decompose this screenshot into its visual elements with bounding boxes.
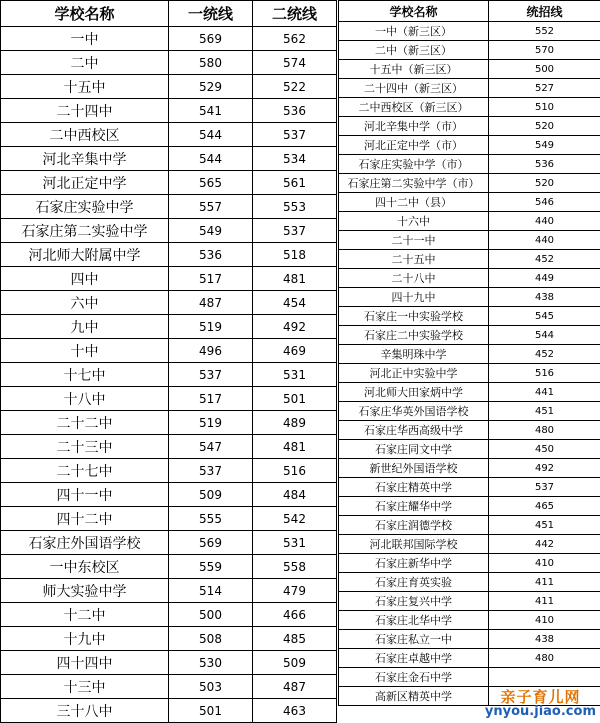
score-cell: 544 xyxy=(169,123,253,147)
score-cell: 557 xyxy=(169,195,253,219)
school-name-cell: 四十四中 xyxy=(1,651,169,675)
school-name-cell: 石家庄第二实验中学（市） xyxy=(339,174,489,193)
table-row xyxy=(1,459,337,483)
school-name-cell: 十中 xyxy=(1,339,169,363)
school-name-cell: 二中（新三区） xyxy=(339,41,489,60)
table-row xyxy=(339,364,600,383)
score-cell: 542 xyxy=(253,507,337,531)
score-cell: 517 xyxy=(169,387,253,411)
score-cell: 580 xyxy=(169,51,253,75)
table-row xyxy=(1,243,337,267)
score-cell: 410 xyxy=(489,554,600,573)
score-cell: 485 xyxy=(253,627,337,651)
score-cell: 463 xyxy=(253,699,337,723)
score-cell: 451 xyxy=(489,516,600,535)
score-cell: 509 xyxy=(169,483,253,507)
school-name-cell: 河北辛集中学 xyxy=(1,147,169,171)
table-row xyxy=(1,147,337,171)
left-header-line1: 一统线 xyxy=(169,1,253,27)
table-row xyxy=(1,627,337,651)
school-name-cell: 六中 xyxy=(1,291,169,315)
table-row xyxy=(339,478,600,497)
school-name-cell: 二十七中 xyxy=(1,459,169,483)
school-name-cell: 十七中 xyxy=(1,363,169,387)
score-cell: 440 xyxy=(489,231,600,250)
school-name-cell: 四十二中（县） xyxy=(339,193,489,212)
score-cell: 549 xyxy=(169,219,253,243)
score-cell: 479 xyxy=(253,579,337,603)
score-cell: 516 xyxy=(489,364,600,383)
school-name-cell: 二十四中（新三区） xyxy=(339,79,489,98)
score-cell: 516 xyxy=(253,459,337,483)
table-row xyxy=(1,291,337,315)
score-cell: 569 xyxy=(169,27,253,51)
school-name-cell: 石家庄华英外国语学校 xyxy=(339,402,489,421)
score-cell: 536 xyxy=(489,155,600,174)
score-cell: 553 xyxy=(253,195,337,219)
score-cell: 466 xyxy=(253,603,337,627)
table-row xyxy=(1,339,337,363)
score-cell: 501 xyxy=(253,387,337,411)
score-cell: 481 xyxy=(253,435,337,459)
school-name-cell: 石家庄精英中学 xyxy=(339,478,489,497)
school-name-cell: 四十一中 xyxy=(1,483,169,507)
score-cell: 531 xyxy=(253,363,337,387)
score-cell: 492 xyxy=(489,459,600,478)
table-row xyxy=(339,345,600,364)
school-name-cell: 河北辛集中学（市） xyxy=(339,117,489,136)
school-name-cell: 石家庄耀华中学 xyxy=(339,497,489,516)
school-name-cell: 石家庄金石中学 xyxy=(339,668,489,687)
school-name-cell: 三十八中 xyxy=(1,699,169,723)
right-header-line: 统招线 xyxy=(489,1,600,22)
table-row xyxy=(339,649,600,668)
school-name-cell: 高新区精英中学 xyxy=(339,687,489,706)
school-name-cell: 石家庄实验中学 xyxy=(1,195,169,219)
school-name-cell: 四十二中 xyxy=(1,507,169,531)
table-row xyxy=(339,117,600,136)
school-name-cell: 二中西校区（新三区） xyxy=(339,98,489,117)
score-cell: 536 xyxy=(253,99,337,123)
table-row xyxy=(1,675,337,699)
score-cell: 522 xyxy=(253,75,337,99)
score-cell: 451 xyxy=(489,402,600,421)
score-cell: 411 xyxy=(489,573,600,592)
score-cell: 501 xyxy=(169,699,253,723)
score-cell: 544 xyxy=(489,326,600,345)
school-name-cell: 一中 xyxy=(1,27,169,51)
school-name-cell: 二十一中 xyxy=(339,231,489,250)
table-row xyxy=(339,459,600,478)
school-name-cell: 一中东校区 xyxy=(1,555,169,579)
score-cell: 552 xyxy=(489,22,600,41)
table-row xyxy=(339,155,600,174)
score-cell: 537 xyxy=(253,219,337,243)
score-cell: 514 xyxy=(169,579,253,603)
table-row xyxy=(1,507,337,531)
school-name-cell: 二十三中 xyxy=(1,435,169,459)
table-row xyxy=(1,555,337,579)
score-cell: 519 xyxy=(169,411,253,435)
school-name-cell: 石家庄复兴中学 xyxy=(339,592,489,611)
score-cell: 517 xyxy=(169,267,253,291)
left-header-school: 学校名称 xyxy=(1,1,169,27)
school-name-cell: 河北正定中学（市） xyxy=(339,136,489,155)
score-cell: 527 xyxy=(489,79,600,98)
score-cell: 544 xyxy=(169,147,253,171)
table-row xyxy=(1,195,337,219)
school-name-cell: 二中西校区 xyxy=(1,123,169,147)
school-name-cell: 河北师大附属中学 xyxy=(1,243,169,267)
table-row xyxy=(339,174,600,193)
table-row xyxy=(339,60,600,79)
school-name-cell: 河北正中实验中学 xyxy=(339,364,489,383)
school-name-cell: 石家庄二中实验学校 xyxy=(339,326,489,345)
score-cell: 519 xyxy=(169,315,253,339)
score-cell: 562 xyxy=(253,27,337,51)
table-row xyxy=(1,531,337,555)
score-cell: 487 xyxy=(253,675,337,699)
school-name-cell: 石家庄一中实验学校 xyxy=(339,307,489,326)
score-cell: 569 xyxy=(169,531,253,555)
table-row xyxy=(339,41,600,60)
table-row xyxy=(1,483,337,507)
score-cell: 518 xyxy=(253,243,337,267)
table-row xyxy=(1,75,337,99)
score-cell: 438 xyxy=(489,288,600,307)
score-cell: 480 xyxy=(489,649,600,668)
school-name-cell: 二中 xyxy=(1,51,169,75)
school-name-cell: 石家庄卓越中学 xyxy=(339,649,489,668)
table-row xyxy=(339,535,600,554)
score-cell: 545 xyxy=(489,307,600,326)
school-name-cell: 十五中（新三区） xyxy=(339,60,489,79)
score-cell: 534 xyxy=(253,147,337,171)
table-row xyxy=(1,219,337,243)
score-cell: 537 xyxy=(169,363,253,387)
table-row xyxy=(339,79,600,98)
score-cell: 452 xyxy=(489,345,600,364)
table-row xyxy=(339,516,600,535)
school-name-cell: 石家庄同文中学 xyxy=(339,440,489,459)
table-row xyxy=(1,171,337,195)
score-cell: 520 xyxy=(489,174,600,193)
score-cell: 520 xyxy=(489,117,600,136)
score-cell: 561 xyxy=(253,171,337,195)
table-row xyxy=(339,136,600,155)
score-cell: 496 xyxy=(169,339,253,363)
table-row xyxy=(339,554,600,573)
school-name-cell: 石家庄实验中学（市） xyxy=(339,155,489,174)
school-name-cell: 新世纪外国语学校 xyxy=(339,459,489,478)
table-row xyxy=(339,250,600,269)
table-row xyxy=(1,51,337,75)
table-row xyxy=(1,411,337,435)
school-name-cell: 四中 xyxy=(1,267,169,291)
school-name-cell: 河北师大田家炳中学 xyxy=(339,383,489,402)
school-name-cell: 石家庄育英实验 xyxy=(339,573,489,592)
school-name-cell: 十二中 xyxy=(1,603,169,627)
score-cell: 503 xyxy=(169,675,253,699)
score-cell: 452 xyxy=(489,250,600,269)
score-cell: 531 xyxy=(253,531,337,555)
table-row xyxy=(339,231,600,250)
left-header-row xyxy=(1,1,337,27)
score-cell: 454 xyxy=(253,291,337,315)
table-row xyxy=(1,99,337,123)
school-name-cell: 石家庄外国语学校 xyxy=(1,531,169,555)
score-cell: 500 xyxy=(489,60,600,79)
table-row xyxy=(1,387,337,411)
school-name-cell: 辛集明珠中学 xyxy=(339,345,489,364)
table-row xyxy=(339,592,600,611)
school-name-cell: 石家庄润德学校 xyxy=(339,516,489,535)
table-row xyxy=(339,193,600,212)
table-row xyxy=(339,269,600,288)
school-name-cell: 河北正定中学 xyxy=(1,171,169,195)
table-row xyxy=(339,212,600,231)
school-name-cell: 十三中 xyxy=(1,675,169,699)
table-row xyxy=(339,383,600,402)
school-name-cell: 二十二中 xyxy=(1,411,169,435)
score-cell: 546 xyxy=(489,193,600,212)
school-name-cell: 石家庄第二实验中学 xyxy=(1,219,169,243)
watermark-title: 亲子育儿网 xyxy=(485,690,596,706)
table-row xyxy=(339,497,600,516)
school-name-cell: 石家庄新华中学 xyxy=(339,554,489,573)
score-cell: 465 xyxy=(489,497,600,516)
school-name-cell: 石家庄华西高级中学 xyxy=(339,421,489,440)
table-row xyxy=(339,611,600,630)
score-cell: 555 xyxy=(169,507,253,531)
score-cell: 509 xyxy=(253,651,337,675)
school-name-cell: 师大实验中学 xyxy=(1,579,169,603)
table-row xyxy=(1,267,337,291)
score-cell: 484 xyxy=(253,483,337,507)
score-cell xyxy=(489,668,600,687)
table-row xyxy=(339,307,600,326)
score-cell: 450 xyxy=(489,440,600,459)
score-cell: 411 xyxy=(489,592,600,611)
score-cell: 492 xyxy=(253,315,337,339)
school-name-cell: 九中 xyxy=(1,315,169,339)
score-cell: 508 xyxy=(169,627,253,651)
school-name-cell: 十九中 xyxy=(1,627,169,651)
score-cell: 574 xyxy=(253,51,337,75)
table-row xyxy=(339,98,600,117)
table-row xyxy=(339,326,600,345)
table-row xyxy=(1,651,337,675)
table-row xyxy=(339,573,600,592)
score-cell: 558 xyxy=(253,555,337,579)
table-row xyxy=(339,402,600,421)
table-row xyxy=(1,603,337,627)
score-cell: 565 xyxy=(169,171,253,195)
score-cell: 441 xyxy=(489,383,600,402)
school-name-cell: 石家庄私立一中 xyxy=(339,630,489,649)
score-cell: 537 xyxy=(169,459,253,483)
school-name-cell: 一中（新三区） xyxy=(339,22,489,41)
score-cell: 438 xyxy=(489,630,600,649)
school-name-cell: 河北联邦国际学校 xyxy=(339,535,489,554)
score-cell: 410 xyxy=(489,611,600,630)
table-row xyxy=(339,421,600,440)
table-row xyxy=(1,579,337,603)
right-score-table xyxy=(338,0,600,706)
score-cell: 547 xyxy=(169,435,253,459)
score-cell: 529 xyxy=(169,75,253,99)
score-cell: 480 xyxy=(489,421,600,440)
score-cell: 469 xyxy=(253,339,337,363)
score-cell: 537 xyxy=(253,123,337,147)
score-cell: 487 xyxy=(169,291,253,315)
table-row xyxy=(339,288,600,307)
score-cell: 440 xyxy=(489,212,600,231)
table-row xyxy=(339,630,600,649)
table-row xyxy=(1,435,337,459)
table-row xyxy=(339,668,600,687)
score-cell: 449 xyxy=(489,269,600,288)
table-row xyxy=(339,22,600,41)
table-row xyxy=(1,123,337,147)
school-name-cell: 二十五中 xyxy=(339,250,489,269)
score-cell: 530 xyxy=(169,651,253,675)
score-cell: 541 xyxy=(169,99,253,123)
right-header-school: 学校名称 xyxy=(339,1,489,22)
school-name-cell: 十五中 xyxy=(1,75,169,99)
table-row xyxy=(1,699,337,723)
left-table-body xyxy=(1,27,337,723)
score-cell: 536 xyxy=(169,243,253,267)
table-row xyxy=(1,363,337,387)
site-watermark xyxy=(485,690,596,719)
score-cell: 537 xyxy=(489,478,600,497)
score-cell: 570 xyxy=(489,41,600,60)
left-header-line2: 二统线 xyxy=(253,1,337,27)
score-cell: 489 xyxy=(253,411,337,435)
right-table-body xyxy=(339,22,600,706)
table-row xyxy=(1,315,337,339)
score-cell: 559 xyxy=(169,555,253,579)
school-name-cell: 十八中 xyxy=(1,387,169,411)
score-cell: 481 xyxy=(253,267,337,291)
score-cell: 500 xyxy=(169,603,253,627)
right-header-row xyxy=(339,1,600,22)
school-name-cell: 十六中 xyxy=(339,212,489,231)
school-name-cell: 二十八中 xyxy=(339,269,489,288)
table-row xyxy=(1,27,337,51)
score-cell: 510 xyxy=(489,98,600,117)
watermark-url: ynyou.jiao.com xyxy=(485,705,596,719)
table-row xyxy=(339,440,600,459)
school-name-cell: 二十四中 xyxy=(1,99,169,123)
school-name-cell: 四十九中 xyxy=(339,288,489,307)
score-cell: 549 xyxy=(489,136,600,155)
score-cell: 442 xyxy=(489,535,600,554)
school-name-cell: 石家庄北华中学 xyxy=(339,611,489,630)
